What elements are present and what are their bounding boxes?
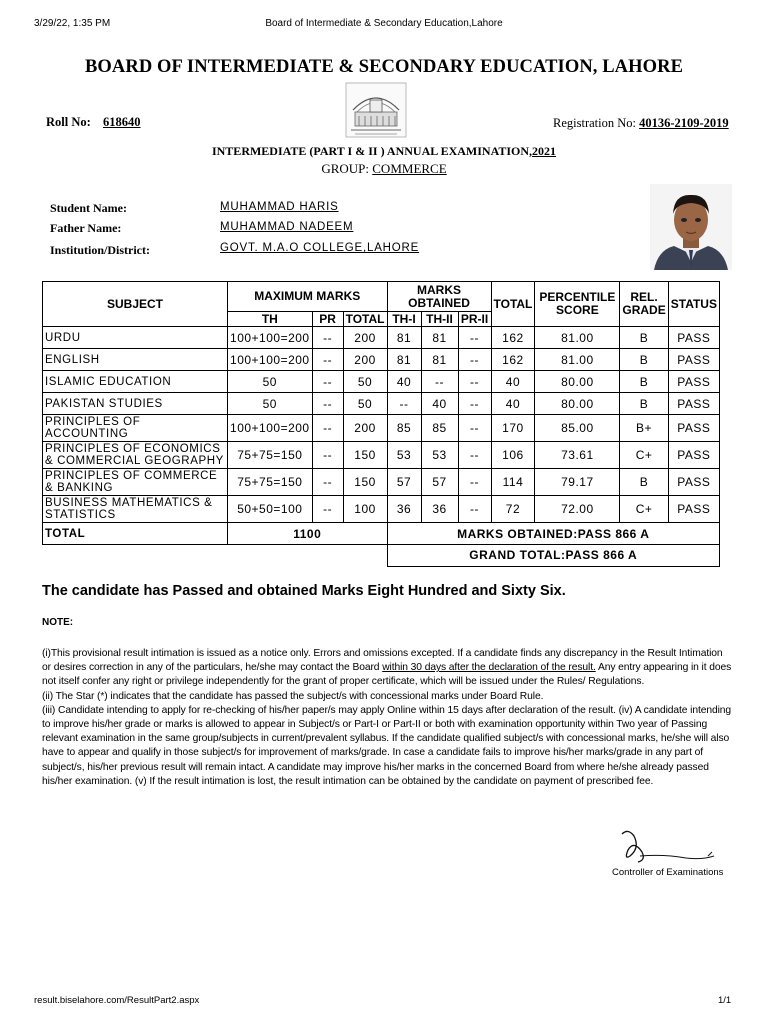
cell-th: 75+75=150	[228, 442, 313, 469]
cell-grade: B	[620, 327, 668, 349]
cell-th1: 57	[387, 469, 421, 496]
cell-status: PASS	[668, 349, 719, 371]
subject-name: PAKISTAN STUDIES	[43, 393, 228, 415]
note-1-rest: Any entry appearing in it does not itself confer any right or privilege independently for the grant of proper certificate, which will be issued under the Rules/ Regulations.	[42, 662, 732, 688]
cell-th: 100+100=200	[228, 415, 313, 442]
cell-pct: 72.00	[535, 496, 620, 523]
cell-th2: 57	[421, 469, 458, 496]
cell-grade: B	[620, 469, 668, 496]
table-row	[43, 469, 720, 496]
table-row	[43, 349, 720, 371]
cell-pr: --	[312, 496, 343, 523]
cell-total: 200	[343, 327, 387, 349]
exam-name: INTERMEDIATE (PART I & II ) ANNUAL EXAMINATION,	[211, 144, 533, 158]
cell-status: PASS	[668, 442, 719, 469]
cell-obt: 162	[491, 349, 535, 371]
board-logo	[345, 82, 407, 138]
cell-total: 50	[343, 371, 387, 393]
student-photo	[650, 184, 732, 270]
cell-pct: 81.00	[535, 349, 620, 371]
cell-pr: --	[312, 371, 343, 393]
cell-pr2: --	[458, 469, 491, 496]
header-pr2: PR-II	[458, 312, 491, 327]
cell-pct: 81.00	[535, 327, 620, 349]
cell-status: PASS	[668, 371, 719, 393]
father-name-label: Father Name:	[50, 221, 122, 235]
grand-total: GRAND TOTAL:PASS 866 A	[387, 545, 720, 567]
cell-th: 100+100=200	[228, 349, 313, 371]
roll-number: 618640	[103, 115, 141, 129]
cell-th1: 81	[387, 327, 421, 349]
cell-th: 75+75=150	[228, 469, 313, 496]
total-max-marks: 1100	[228, 523, 387, 545]
cell-th1: 85	[387, 415, 421, 442]
print-page-title: Board of Intermediate & Secondary Education,Lahore	[265, 18, 503, 29]
header-max-total: TOTAL	[343, 312, 387, 327]
cell-th2: --	[421, 371, 458, 393]
subject-name: ENGLISH	[43, 349, 228, 371]
header-percentile: PERCENTILE SCORE	[535, 282, 620, 327]
header-th: TH	[228, 312, 313, 327]
cell-grade: B+	[620, 415, 668, 442]
cell-obt: 40	[491, 393, 535, 415]
cell-th2: 53	[421, 442, 458, 469]
cell-th1: --	[387, 393, 421, 415]
table-row	[43, 496, 720, 523]
cell-pct: 80.00	[535, 393, 620, 415]
cell-status: PASS	[668, 327, 719, 349]
student-name-label: Student Name:	[50, 201, 127, 215]
header-pr: PR	[312, 312, 343, 327]
print-datetime: 3/29/22, 1:35 PM	[34, 18, 111, 29]
cell-th2: 81	[421, 327, 458, 349]
father-name: MUHAMMAD NADEEM	[220, 221, 354, 233]
cell-th: 50	[228, 393, 313, 415]
cell-pr: --	[312, 393, 343, 415]
cell-obt: 106	[491, 442, 535, 469]
cell-pct: 73.61	[535, 442, 620, 469]
cell-total: 50	[343, 393, 387, 415]
cell-status: PASS	[668, 469, 719, 496]
cell-pr: --	[312, 442, 343, 469]
group-label: GROUP:	[321, 161, 370, 176]
institution-label: Institution/District:	[50, 243, 150, 257]
marks-obtained-summary: MARKS OBTAINED:PASS 866 A	[387, 523, 720, 545]
cell-pr: --	[312, 327, 343, 349]
cell-total: 100	[343, 496, 387, 523]
cell-pr: --	[312, 349, 343, 371]
cell-th: 50+50=100	[228, 496, 313, 523]
cell-grade: C+	[620, 442, 668, 469]
cell-th1: 40	[387, 371, 421, 393]
student-name: MUHAMMAD HARIS	[220, 201, 339, 213]
header-maximum-marks: MAXIMUM MARKS	[228, 282, 387, 312]
table-row	[43, 442, 720, 469]
cell-total: 200	[343, 415, 387, 442]
registration	[553, 116, 729, 131]
cell-pr2: --	[458, 327, 491, 349]
cell-pr: --	[312, 415, 343, 442]
grand-total-spacer	[43, 545, 228, 567]
cell-grade: B	[620, 349, 668, 371]
cell-th1: 81	[387, 349, 421, 371]
table-row	[43, 371, 720, 393]
cell-pr2: --	[458, 371, 491, 393]
cell-grade: B	[620, 393, 668, 415]
header-total: TOTAL	[491, 282, 535, 327]
grand-total-spacer	[228, 545, 387, 567]
cell-status: PASS	[668, 393, 719, 415]
cell-pr2: --	[458, 415, 491, 442]
cell-pr: --	[312, 469, 343, 496]
cell-pr2: --	[458, 442, 491, 469]
cell-obt: 162	[491, 327, 535, 349]
cell-pr2: --	[458, 496, 491, 523]
subject-name: PRINCIPLES OF ECONOMICS & COMMERCIAL GEOGRAPHY	[43, 442, 228, 469]
roll-label: Roll No:	[46, 115, 91, 129]
note-3: (iii) Candidate intending to apply for re-checking of his/her paper/s may apply Online within 15 days after declaration of the result. (iv) A candidate intending to improve his/her grade or marks is allowed to appear in Subject/s or Part-I or Part-II or both with examination opportunity within Two year of Passing relevant examination in the same group/subjects in current/prevalent syllabus. If the candidate qualified subject/s with concessional marks, he/she will also have to appear and qualify in those subject/s for improvement of marks/grade. In case a candidate fails to improve his/her marks/grade in any part of subject/s, his/her previous result will remain intact. A candidate may improve his/her marks in the concerned Board from where he/she already passed his/her examination. (v) If the result intimation is lost, the result intimation can be obtained by the candidate on payment of prescribed fee.	[42, 704, 732, 787]
cell-pct: 79.17	[535, 469, 620, 496]
cell-th: 100+100=200	[228, 327, 313, 349]
header-subject: SUBJECT	[43, 282, 228, 327]
cell-status: PASS	[668, 415, 719, 442]
cell-th1: 36	[387, 496, 421, 523]
cell-grade: B	[620, 371, 668, 393]
subject-name: BUSINESS MATHEMATICS & STATISTICS	[43, 496, 228, 523]
header-status: STATUS	[668, 282, 719, 327]
header-grade: REL. GRADE	[620, 282, 668, 327]
controller-title: Controller of Examinations	[612, 867, 724, 878]
cell-total: 150	[343, 469, 387, 496]
result-statement: The candidate has Passed and obtained Marks Eight Hundred and Sixty Six.	[42, 583, 566, 599]
header-th1: TH-I	[387, 312, 421, 327]
subject-name: URDU	[43, 327, 228, 349]
result-table	[42, 281, 720, 567]
cell-th1: 53	[387, 442, 421, 469]
cell-obt: 114	[491, 469, 535, 496]
print-page-number: 1/1	[718, 995, 732, 1006]
subject-name: PRINCIPLES OF COMMERCE & BANKING	[43, 469, 228, 496]
note-1-underlined: within 30 days after the declaration of the result.	[382, 662, 596, 674]
table-row	[43, 415, 720, 442]
print-url: result.biselahore.com/ResultPart2.aspx	[34, 995, 200, 1006]
cell-th2: 85	[421, 415, 458, 442]
cell-th2: 36	[421, 496, 458, 523]
cell-total: 200	[343, 349, 387, 371]
note-1	[42, 647, 732, 690]
note-2: (ii) The Star (*) indicates that the candidate has passed the subject/s with concessional marks under Board Rule.	[42, 690, 544, 702]
controller-signature	[614, 826, 724, 866]
cell-th2: 40	[421, 393, 458, 415]
header-marks-obtained: MARKS OBTAINED	[387, 282, 491, 312]
cell-pct: 80.00	[535, 371, 620, 393]
cell-obt: 72	[491, 496, 535, 523]
exam-title	[0, 144, 768, 159]
cell-obt: 40	[491, 371, 535, 393]
subject-name: ISLAMIC EDUCATION	[43, 371, 228, 393]
table-row	[43, 327, 720, 349]
cell-status: PASS	[668, 496, 719, 523]
registration-number: 40136-2109-2019	[639, 116, 729, 130]
board-title: BOARD OF INTERMEDIATE & SECONDARY EDUCATION, LAHORE	[84, 57, 684, 77]
group-value: COMMERCE	[372, 161, 447, 176]
cell-pct: 85.00	[535, 415, 620, 442]
table-row	[43, 393, 720, 415]
cell-pr2: --	[458, 349, 491, 371]
group-line	[0, 161, 768, 177]
note-heading: NOTE:	[42, 617, 74, 628]
cell-total: 150	[343, 442, 387, 469]
total-label: TOTAL	[43, 523, 228, 545]
note-1-text: (i)This provisional result intimation is issued as a notice only. Errors and omissions excepted. If a candidate finds any discrepancy in the Result Intimation or desires correction in any of the particulars, he/she may contact the Board	[42, 648, 723, 674]
cell-pr2: --	[458, 393, 491, 415]
cell-th: 50	[228, 371, 313, 393]
exam-year: 2021	[532, 144, 557, 158]
notes	[42, 647, 732, 789]
cell-th2: 81	[421, 349, 458, 371]
subject-name: PRINCIPLES OF ACCOUNTING	[43, 415, 228, 442]
cell-grade: C+	[620, 496, 668, 523]
institution-name: GOVT. M.A.O COLLEGE,LAHORE	[220, 242, 420, 254]
header-th2: TH-II	[421, 312, 458, 327]
cell-obt: 170	[491, 415, 535, 442]
registration-label: Registration No:	[553, 116, 636, 130]
